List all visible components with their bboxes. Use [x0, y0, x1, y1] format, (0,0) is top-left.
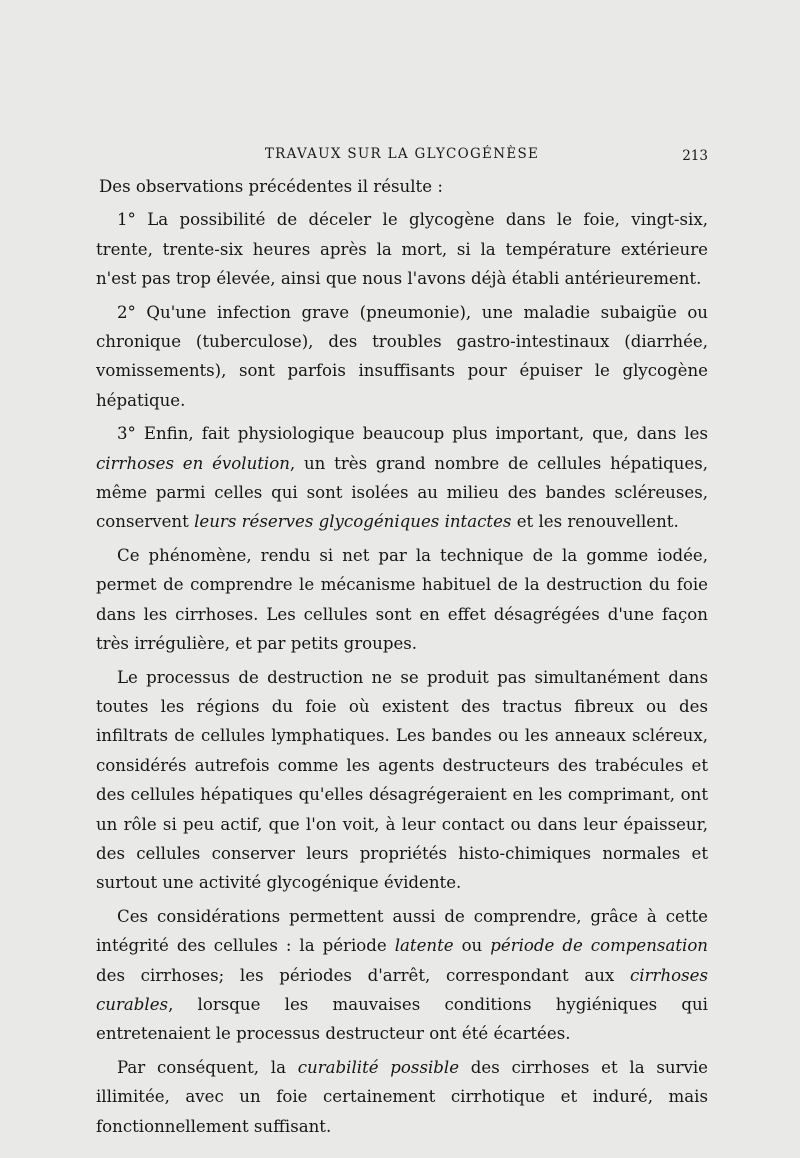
text-run: , un très grand nombre de cellules hépatiques, même parmi celles qui sont isolées au milieu des bandes scléreuses, conservent: [96, 453, 708, 532]
text-run: des cirrhoses; les périodes d'arrêt, correspondant aux: [96, 965, 630, 985]
page-number: 213: [682, 148, 708, 164]
body-text: [96, 172, 708, 1145]
italic-term: latente: [394, 936, 454, 956]
paragraph-considerations: [96, 902, 708, 1049]
paragraph-point-1: 1° La possibilité de déceler le glycogène dans le foie, vingt-six, trente, trente-six heures après la mort, si la température extérieure n'est pas trop élevée, ainsi que nous l'avons déjà établi antérieurement.: [96, 210, 708, 289]
italic-term: cirrhoses curables: [96, 965, 708, 1014]
text-run: ou: [453, 936, 491, 956]
italic-term: période de compensation: [490, 936, 708, 956]
paragraph-process: Le processus de destruction ne se produit pas simultanément dans toutes les régions du foie où existent des tractus fibreux ou des infiltrats de cellules lymphatiques. Les bandes ou les anneaux scléreux, considérés autrefois comme les agents destructeurs des trabécules et des cellules hépatiques qu'elles désagrégeraient en les comprimant, ont un rôle si peu actif, que l'on voit, à leur contact ou dans leur épaisseur, des cellules conserver leurs propriétés histo-chimiques normales et surtout une activité glycogénique évidente.: [96, 667, 708, 893]
italic-term: leurs réserves glycogéniques intactes: [194, 512, 512, 532]
text-run: Ces considérations permettent aussi de comprendre, grâce à cette intégrité des cellules : la période: [96, 906, 708, 956]
text-run: 3° Enfin, fait physiologique beaucoup plus important, que, dans les: [117, 424, 708, 444]
italic-term: curabilité possible: [297, 1057, 460, 1077]
running-title: TRAVAUX SUR LA GLYCOGÉNÈSE: [264, 146, 540, 162]
paragraph-point-2: 2° Qu'une infection grave (pneumonie), une maladie subaigüe ou chronique (tuberculose), des troubles gastro-intestinaux (diarrhée, vomissements), sont parfois insuffisants pour épuiser le glycogène hépatique.: [96, 302, 708, 410]
text-run: Par conséquent, la: [117, 1057, 298, 1077]
paragraph-point-3: [96, 419, 708, 537]
paragraph-intro: Des observations précédentes il résulte :: [99, 177, 443, 196]
paragraph-phenomenon: Ce phénomène, rendu si net par la technique de la gomme iodée, permet de comprendre le mécanisme habituel de la destruction du foie dans les cirrhoses. Les cellules sont en effet désagrégées d'une façon très irrégulière, et par petits groupes.: [96, 545, 708, 654]
paragraph-conclusion: [96, 1053, 708, 1141]
italic-term: cirrhoses en évolution: [96, 453, 290, 473]
text-run: des cirrhoses et la survie illimitée, avec un foie certainement cirrhotique et induré, mais fonctionnellement suffisant.: [96, 1057, 708, 1136]
text-run: , lorsque les mauvaises conditions hygiéniques qui entretenaient le processus destructeur ont été écartées.: [96, 994, 708, 1044]
text-run: et les renouvellent.: [511, 512, 679, 532]
running-header: [96, 146, 708, 170]
